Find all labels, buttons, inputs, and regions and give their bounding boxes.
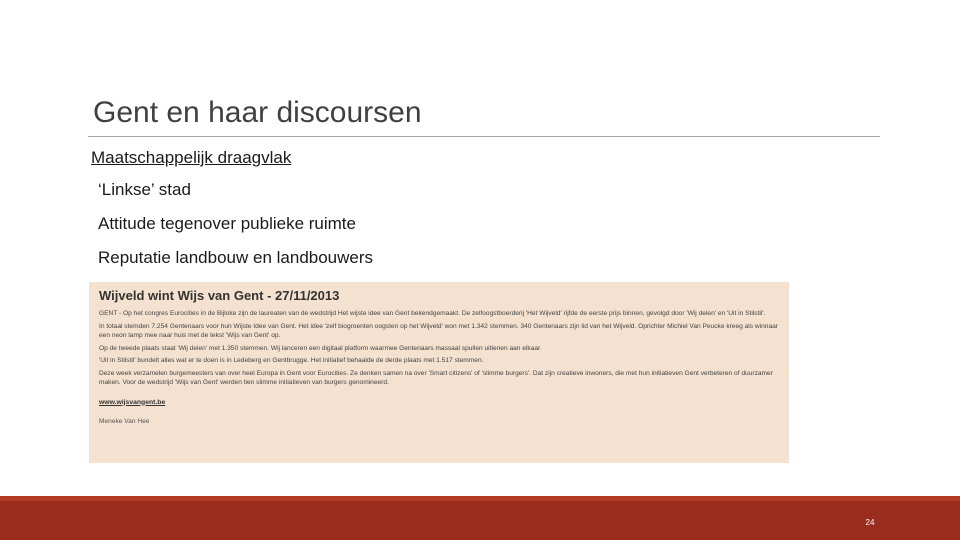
news-article-image: [89, 282, 789, 463]
article-link[interactable]: www.wijsvangent.be: [99, 398, 166, 406]
slide-title: Gent en haar discoursen: [93, 96, 422, 129]
bullet-item: ‘Linkse’ stad: [98, 180, 191, 199]
article-paragraph: Deze week verzamelen burgemeesters van over heel Europa in Gent voor Eurocities. Ze denken samen na over 'Smart citizens' of 'slimme burgers'. Dat zijn creatieve inwoners, die met hun initiatieven Gent verbeteren of duurzamer maken. Voor de wedstrijd 'Wijs van Gent' werden tien slimme initiatieven van burgers genomineerd.: [99, 369, 773, 386]
article-paragraph: In totaal stemden 7.254 Gentenaars voor hun Wijste Idee van Gent. Het idee 'zelf biogroenten oogsten op het Wijveld' won met 1.342 stemmen. 340 Gentenaars zijn lid van het Wijveld. Oprichter Michiel Van Peucke kreeg als winnaar een neon lamp mee naar huis met de tekst 'Wijs van Gent' op.: [99, 322, 778, 339]
article-headline: Wijveld wint Wijs van Gent - 27/11/2013: [99, 288, 340, 303]
bullet-list: [98, 180, 373, 282]
article-paragraph: Op de tweede plaats staat 'Wij delen' met 1.350 stemmen. Wij lanceren een digitaal platform waarmee Gentenaars massaal spullen uitlenen aan elkaar.: [99, 344, 542, 352]
footer-accent: [0, 496, 960, 501]
section-heading: Maatschappelijk draagvlak: [91, 148, 292, 167]
footer-bar: [0, 496, 960, 540]
article-paragraph: GENT - Op het congres Eurocities in de Bijloke zijn de laureaten van de wedstrijd Het wijste idee van Gent bekendgemaakt. De zelfoogstboerderij 'Het Wijveld' rijfde de eerste prijs binnen, gevolgd door 'Wij delen' en 'Uit in Stilstil'.: [99, 310, 766, 317]
title-divider: [88, 136, 880, 137]
article-author: Meneke Van Hee: [99, 417, 150, 425]
bullet-item: Attitude tegenover publieke ruimte: [98, 214, 356, 233]
article-paragraph: 'Uit in Stilstil' bundelt alles wat er te doen is in Ledeberg en Gentbrugge. Het initiatief behaalde de derde plaats met 1.517 stemmen.: [99, 357, 484, 364]
bullet-item: Reputatie landbouw en landbouwers: [98, 248, 374, 267]
page-number: 24: [865, 518, 875, 527]
